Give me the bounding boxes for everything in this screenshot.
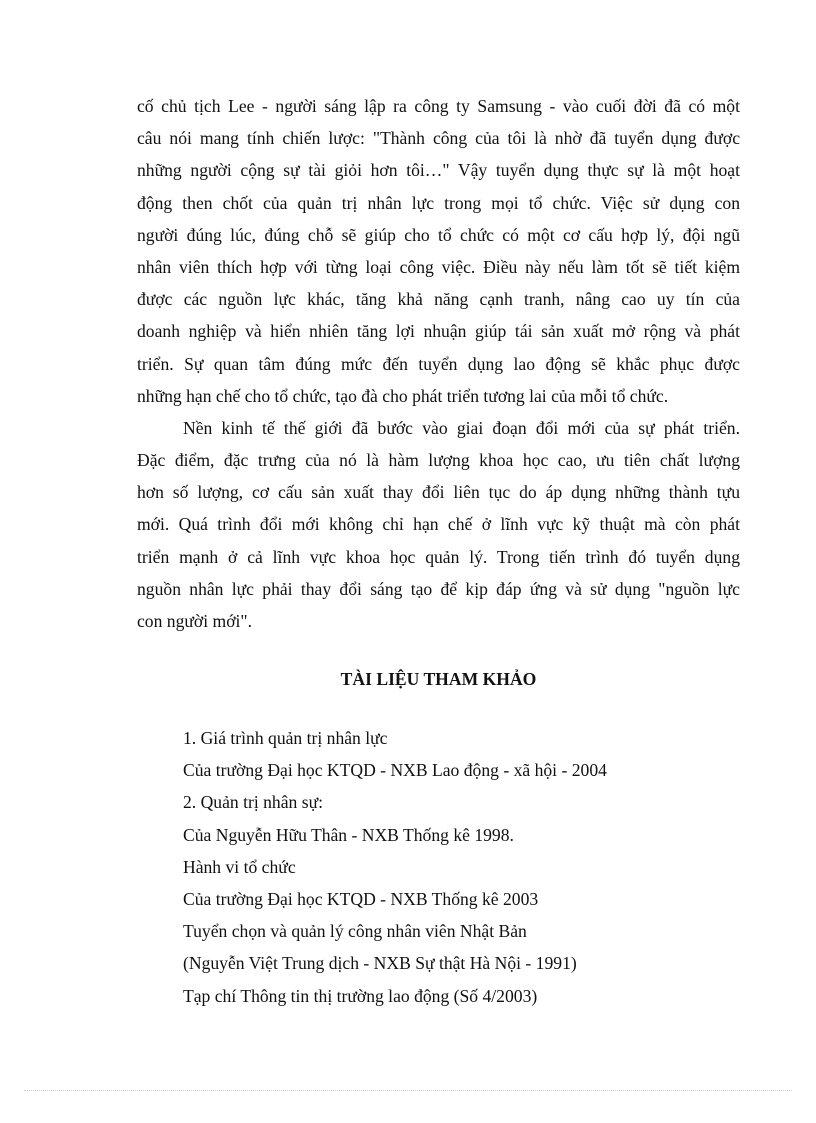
text-line: những hạn chế cho tổ chức, tạo đà cho phát triển tương lai của mỗi tổ chức.: [137, 385, 669, 406]
text-line: nhân viên thích hợp với từng loại công việc. Điều này nếu làm tốt sẽ tiết kiệm: [137, 256, 740, 277]
text-line: Đặc điểm, đặc trưng của nó là hàm lượng khoa học cao, ưu tiên chất lượng: [137, 450, 740, 471]
references-heading: TÀI LIỆU THAM KHẢO: [340, 669, 537, 689]
text-line: người đúng lúc, đúng chỗ sẽ giúp cho tổ chức có một cơ cấu hợp lý, đội ngũ: [137, 224, 740, 245]
text-line: con người mới".: [137, 611, 252, 631]
references-list: [183, 722, 743, 1012]
reference-line: 2. Quản trị nhân sự:: [183, 792, 324, 813]
reference-line: Của trường Đại học KTQD - NXB Thống kê 2003: [183, 888, 539, 909]
reference-line: 1. Giá trình quản trị nhân lực: [183, 728, 388, 748]
text-line: động then chốt của quản trị nhân lực trong mọi tổ chức. Việc sử dụng con: [137, 192, 740, 213]
text-line: được các nguồn lực khác, tăng khả năng cạnh tranh, nâng cao uy tín của: [137, 289, 740, 310]
footer-divider: [24, 1090, 792, 1091]
text-line: Nền kinh tế thế giới đã bước vào giai đoạn đổi mới của sự phát triển.: [183, 417, 740, 438]
text-line: câu nói mang tính chiến lược: "Thành công của tôi là nhờ đã tuyển dụng được: [137, 128, 740, 149]
text-line: hơn số lượng, cơ cấu sản xuất thay đổi liên tục do áp dụng những thành tựu: [137, 482, 740, 503]
reference-line: Tạp chí Thông tin thị trường lao động (Số 4/2003): [183, 985, 538, 1006]
reference-line: Hành vi tổ chức: [183, 856, 296, 877]
text-line: triển mạnh ở cả lĩnh vực khoa học quản lý. Trong tiến trình đó tuyển dụng: [137, 546, 740, 567]
text-line: cố chủ tịch Lee - người sáng lập ra công ty Samsung - vào cuối đời đã có một: [137, 96, 740, 116]
reference-line: Của Nguyễn Hữu Thân - NXB Thống kê 1998.: [183, 824, 514, 845]
paragraph-1: [137, 90, 740, 412]
text-line: triển. Sự quan tâm đúng mức đến tuyển dụng lao động sẽ khắc phục được: [137, 353, 740, 374]
text-line: doanh nghiệp và hiển nhiên tăng lợi nhuận giúp tái sản xuất mở rộng và phát: [137, 321, 740, 342]
body-text: [137, 90, 740, 637]
reference-line: (Nguyễn Việt Trung dịch - NXB Sự thật Hà Nội - 1991): [183, 953, 577, 974]
text-line: nguồn nhân lực phải thay đổi sáng tạo để kịp đáp ứng và sử dụng "nguồn lực: [137, 578, 740, 599]
paragraph-2: [137, 412, 740, 637]
text-line: mới. Quá trình đổi mới không chỉ hạn chế ở lĩnh vực kỹ thuật mà còn phát: [137, 514, 740, 535]
text-line: những người cộng sự tài giỏi hơn tôi…" Vậy tuyển dụng thực sự là một hoạt: [137, 160, 740, 181]
reference-line: Của trường Đại học KTQD - NXB Lao động - xã hội - 2004: [183, 760, 607, 781]
reference-line: Tuyển chọn và quản lý công nhân viên Nhật Bản: [183, 921, 527, 942]
